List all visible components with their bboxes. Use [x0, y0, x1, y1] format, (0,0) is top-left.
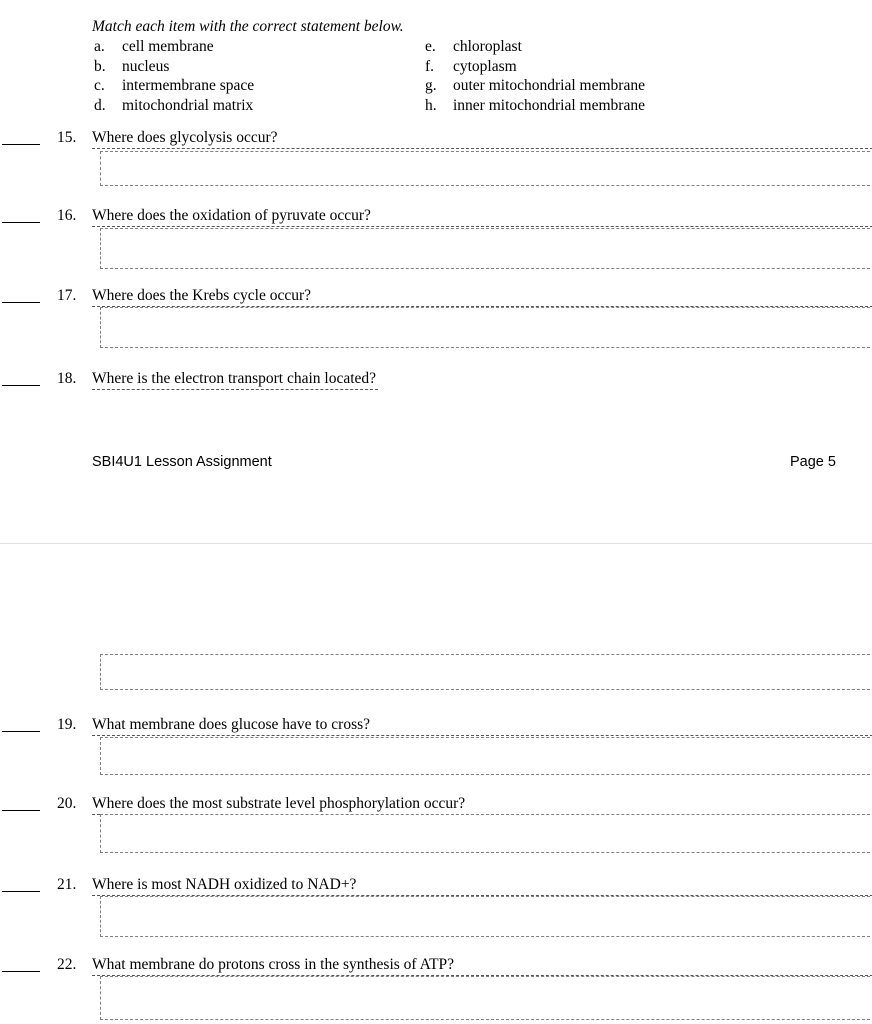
- question-text: Where does the Krebs cycle occur?: [92, 287, 312, 304]
- question-number: 18.: [57, 370, 77, 387]
- question-text: Where does glycolysis occur?: [92, 129, 278, 146]
- question-text: Where does the oxidation of pyruvate occur?: [92, 207, 371, 224]
- answer-box[interactable]: [100, 976, 872, 1020]
- question-row: [0, 287, 872, 309]
- question-row: [0, 207, 872, 229]
- question-text: Where is most NADH oxidized to NAD+?: [92, 876, 357, 893]
- match-item-letter: e.: [425, 38, 436, 55]
- question-number: 21.: [57, 876, 77, 893]
- match-item: [425, 77, 645, 97]
- question-row: [0, 956, 872, 978]
- page-divider: [0, 543, 872, 544]
- match-item: [425, 97, 645, 117]
- answer-blank[interactable]: [2, 144, 40, 145]
- match-item-text: chloroplast: [453, 38, 522, 55]
- match-item: [425, 58, 645, 78]
- question-number: 20.: [57, 795, 77, 812]
- question-row: [0, 716, 872, 738]
- match-item-text: mitochondrial matrix: [122, 96, 254, 114]
- match-item: [94, 97, 254, 117]
- answer-blank[interactable]: [2, 385, 40, 386]
- match-item-letter: b.: [94, 57, 106, 75]
- match-item-letter: h.: [425, 96, 437, 114]
- answer-box[interactable]: [100, 737, 872, 775]
- answer-blank[interactable]: [2, 971, 40, 972]
- match-item-letter: f.: [425, 57, 435, 75]
- answer-blank[interactable]: [2, 731, 40, 732]
- answer-box[interactable]: [100, 896, 872, 937]
- match-item-letter: a.: [94, 38, 105, 55]
- footer-title: SBI4U1 Lesson Assignment: [92, 454, 272, 470]
- matching-left-column: [94, 38, 254, 116]
- question-number: 15.: [57, 129, 77, 146]
- question-text: What membrane does glucose have to cross?: [92, 716, 371, 733]
- answer-box[interactable]: [100, 307, 872, 348]
- question-row: [0, 876, 872, 898]
- match-item-text: intermembrane space: [122, 77, 255, 95]
- match-item-letter: c.: [94, 77, 105, 95]
- match-item-text: outer mitochondrial membrane: [453, 77, 645, 95]
- answer-box[interactable]: [100, 654, 872, 690]
- match-item-text: nucleus: [122, 57, 170, 75]
- answer-box[interactable]: [100, 228, 872, 269]
- page-number: Page 5: [790, 454, 836, 470]
- match-item: [94, 38, 254, 58]
- match-item: [94, 77, 254, 97]
- match-item-text: inner mitochondrial membrane: [453, 96, 645, 114]
- question-text: What membrane do protons cross in the synthesis of ATP?: [92, 956, 455, 973]
- question-number: 19.: [57, 716, 77, 733]
- answer-box[interactable]: [100, 151, 872, 186]
- match-item-text: cell membrane: [122, 38, 214, 55]
- answer-blank[interactable]: [2, 810, 40, 811]
- question-text: Where is the electron transport chain located?: [92, 370, 377, 387]
- matching-right-column: [425, 38, 645, 116]
- question-number: 16.: [57, 207, 77, 224]
- match-item: [94, 58, 254, 78]
- question-row: [0, 370, 872, 392]
- matching-instruction: Match each item with the correct statement below.: [92, 18, 404, 35]
- answer-box[interactable]: [100, 814, 872, 853]
- question-number: 17.: [57, 287, 77, 304]
- answer-blank[interactable]: [2, 891, 40, 892]
- answer-blank[interactable]: [2, 222, 40, 223]
- answer-blank[interactable]: [2, 302, 40, 303]
- match-item-letter: d.: [94, 96, 106, 114]
- question-text: Where does the most substrate level phosphorylation occur?: [92, 795, 466, 812]
- match-item-letter: g.: [425, 77, 437, 95]
- match-item: [425, 38, 645, 58]
- question-number: 22.: [57, 956, 77, 973]
- match-item-text: cytoplasm: [453, 57, 517, 75]
- question-row: [0, 129, 872, 151]
